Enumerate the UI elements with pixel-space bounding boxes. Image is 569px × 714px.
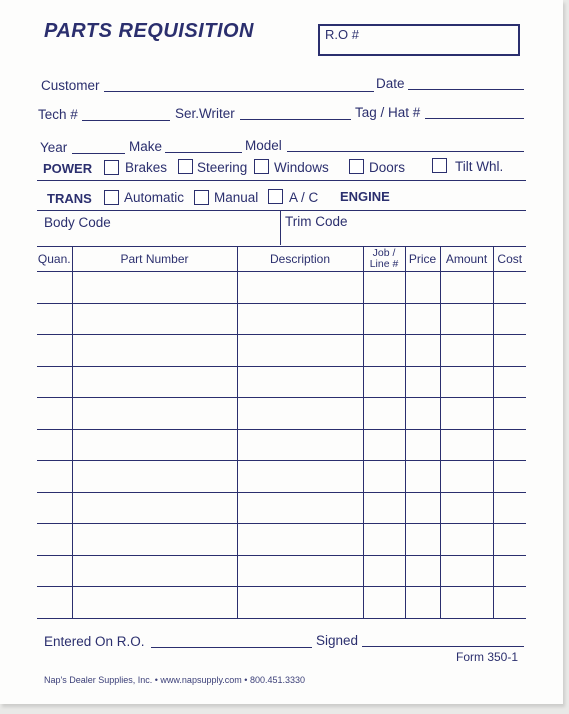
model-field[interactable] [287,151,524,152]
customer-field[interactable] [104,91,374,92]
table-cell[interactable] [363,524,405,556]
manual-label: Manual [214,190,259,205]
table-row [37,524,526,556]
parts-table [37,246,526,619]
manual-checkbox[interactable] [194,190,209,205]
make-field[interactable] [165,152,242,153]
parts-table-body [37,272,526,619]
table-cell[interactable] [37,587,72,619]
table-header-row [37,247,526,272]
table-cell[interactable] [440,524,493,556]
table-cell[interactable] [37,429,72,461]
table-cell[interactable] [440,366,493,398]
table-cell[interactable] [493,366,526,398]
table-cell[interactable] [363,335,405,367]
table-cell[interactable] [72,398,237,430]
col-cost: Cost [493,247,526,272]
table-cell[interactable] [493,587,526,619]
table-cell[interactable] [72,335,237,367]
date-label: Date [376,76,405,91]
table-cell[interactable] [363,492,405,524]
form-title: PARTS REQUISITION [44,20,255,42]
table-cell[interactable] [363,429,405,461]
table-cell[interactable] [363,555,405,587]
taghat-field[interactable] [425,118,524,119]
table-cell[interactable] [405,492,440,524]
table-row [37,366,526,398]
divider [37,210,526,211]
table-cell[interactable] [405,303,440,335]
col-part-number: Part Number [72,247,237,272]
date-field[interactable] [408,89,524,90]
table-cell[interactable] [72,555,237,587]
brakes-checkbox[interactable] [104,160,119,175]
col-description: Description [237,247,363,272]
table-cell[interactable] [493,461,526,493]
form-number: Form 350-1 [456,650,519,664]
table-cell[interactable] [37,303,72,335]
entered-on-ro-field[interactable] [151,647,312,648]
steering-checkbox[interactable] [178,159,193,174]
code-divider [280,211,281,245]
table-cell[interactable] [363,303,405,335]
ro-label: R.O # [325,27,359,42]
table-cell[interactable] [363,272,405,304]
table-cell[interactable] [237,303,363,335]
table-cell[interactable] [440,461,493,493]
table-cell[interactable] [405,587,440,619]
year-label: Year [40,140,68,155]
table-cell[interactable] [440,555,493,587]
power-label: POWER [43,161,93,176]
divider [37,180,526,181]
table-row [37,492,526,524]
col-price: Price [405,247,440,272]
table-cell[interactable] [237,398,363,430]
ac-checkbox[interactable] [268,189,283,204]
table-row [37,429,526,461]
ac-label: A / C [289,190,319,205]
table-cell[interactable] [72,587,237,619]
table-cell[interactable] [440,335,493,367]
table-cell[interactable] [440,492,493,524]
table-cell[interactable] [72,461,237,493]
table-cell[interactable] [405,272,440,304]
table-cell[interactable] [237,429,363,461]
table-cell[interactable] [363,461,405,493]
brakes-label: Brakes [125,160,168,175]
windows-checkbox[interactable] [254,159,269,174]
year-field[interactable] [72,153,125,154]
taghat-label: Tag / Hat # [355,105,421,120]
serwriter-field[interactable] [240,119,351,120]
automatic-checkbox[interactable] [104,190,119,205]
table-cell[interactable] [72,303,237,335]
table-cell[interactable] [37,461,72,493]
col-quantity: Quan. [37,247,72,272]
table-cell[interactable] [237,272,363,304]
table-cell[interactable] [72,524,237,556]
table-cell[interactable] [72,429,237,461]
table-cell[interactable] [440,429,493,461]
tech-field[interactable] [82,120,170,121]
table-cell[interactable] [237,366,363,398]
table-cell[interactable] [493,524,526,556]
table-cell[interactable] [237,555,363,587]
table-cell[interactable] [237,335,363,367]
table-cell[interactable] [37,272,72,304]
table-cell[interactable] [440,398,493,430]
entered-on-ro-label: Entered On R.O. [44,634,145,649]
signed-field[interactable] [362,646,524,647]
make-label: Make [129,139,163,154]
table-cell[interactable] [493,335,526,367]
table-cell[interactable] [37,524,72,556]
table-cell[interactable] [72,492,237,524]
ro-number-box[interactable] [318,24,520,56]
steering-label: Steering [197,160,248,175]
table-row [37,335,526,367]
table-cell[interactable] [493,429,526,461]
table-cell[interactable] [37,366,72,398]
table-cell[interactable] [405,398,440,430]
table-cell[interactable] [237,524,363,556]
customer-label: Customer [41,78,100,93]
table-cell[interactable] [237,492,363,524]
tilt-wheel-label: Tilt Whl. [455,159,504,174]
tilt-wheel-checkbox[interactable] [432,158,447,173]
table-cell[interactable] [237,587,363,619]
engine-label: ENGINE [340,189,390,204]
table-cell[interactable] [493,555,526,587]
table-cell[interactable] [493,492,526,524]
table-cell[interactable] [440,272,493,304]
trim-code-label: Trim Code [285,214,348,229]
table-cell[interactable] [363,587,405,619]
table-cell[interactable] [37,335,72,367]
table-cell[interactable] [37,398,72,430]
table-row [37,555,526,587]
table-cell[interactable] [405,555,440,587]
table-row [37,272,526,304]
table-cell[interactable] [72,272,237,304]
serwriter-label: Ser.Writer [175,106,235,121]
table-row [37,587,526,619]
model-label: Model [245,138,282,153]
table-cell[interactable] [237,461,363,493]
doors-label: Doors [369,160,406,175]
doors-checkbox[interactable] [349,159,364,174]
trans-label: TRANS [47,191,92,206]
automatic-label: Automatic [124,190,185,205]
table-cell[interactable] [363,398,405,430]
tech-label: Tech # [38,107,78,122]
table-row [37,398,526,430]
table-cell[interactable] [405,429,440,461]
publisher-info: Nap's Dealer Supplies, Inc. • www.napsupply.com • 800.451.3330 [44,675,305,685]
table-cell[interactable] [405,335,440,367]
windows-label: Windows [274,160,329,175]
body-code-label: Body Code [44,215,111,230]
table-cell[interactable] [405,461,440,493]
table-cell[interactable] [493,303,526,335]
table-cell[interactable] [440,303,493,335]
col-job-line: Job / Line # [363,247,405,272]
col-amount: Amount [440,247,493,272]
table-cell[interactable] [493,398,526,430]
table-cell[interactable] [405,524,440,556]
table-row [37,461,526,493]
signed-label: Signed [316,633,359,648]
table-cell[interactable] [37,492,72,524]
table-cell[interactable] [493,272,526,304]
table-cell[interactable] [72,366,237,398]
table-cell[interactable] [37,555,72,587]
table-cell[interactable] [405,366,440,398]
table-cell[interactable] [363,366,405,398]
table-cell[interactable] [440,587,493,619]
table-row [37,303,526,335]
